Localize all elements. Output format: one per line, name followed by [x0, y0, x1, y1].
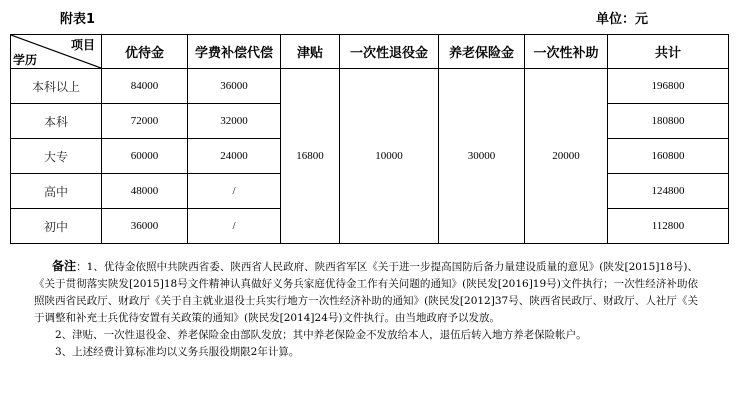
cell-youdai: 60000 — [102, 139, 188, 174]
cell-buzhu-shared: 20000 — [525, 69, 608, 244]
col-header-youdai: 优待金 — [102, 35, 188, 69]
cell-total: 124800 — [608, 174, 729, 209]
row-label: 大专 — [11, 139, 102, 174]
note-paragraph-2: 2、津贴、一次性退役金、养老保险金由部队发放；其中养老保险金不发放给本人，退伍后转入地方养老保险帐户。 — [55, 329, 587, 341]
note-paragraph-1 — [34, 258, 698, 327]
col-header-jintie: 津贴 — [281, 35, 340, 69]
cell-jintie-shared: 16800 — [281, 69, 340, 244]
col-header-total: 共计 — [608, 35, 729, 69]
col-header-tuiyi: 一次性退役金 — [340, 35, 439, 69]
cell-youdai: 48000 — [102, 174, 188, 209]
cell-xuefei: 24000 — [188, 139, 281, 174]
note-paragraph-3: 3、上述经费计算标准均以义务兵服役期限2年计算。 — [55, 346, 300, 358]
col-header-buzhu: 一次性补助 — [525, 35, 608, 69]
table-row — [11, 69, 729, 104]
corner-education-label: 学历 — [13, 53, 38, 67]
col-header-yanglao: 养老保险金 — [439, 35, 525, 69]
row-label: 高中 — [11, 174, 102, 209]
row-label: 本科 — [11, 104, 102, 139]
cell-xuefei: 36000 — [188, 69, 281, 104]
cell-xuefei: / — [188, 209, 281, 244]
unit-label: 单位：元 — [596, 12, 649, 27]
table-caption: 附表1 — [60, 12, 96, 27]
cell-youdai: 84000 — [102, 69, 188, 104]
cell-total: 160800 — [608, 139, 729, 174]
note-1-text: ：1、优待金依照中共陕西省委、陕西省人民政府、陕西省军区《关于进一步提高国防后备力量建设质量的意见》(陕发[2015]18号)、《关于贯彻落实陕发[2015]18号文件精神认真做好义务兵家庭优待金工作有关问题的通知》(陕民发[2016]19号)文件执行；一次性经济补助依照陕西省民政厅、财政厅《关于自主就业退役士兵实行地方一次性经济补助的通知》(陕民发[2012]37号、陕西省民政厅、财政厅、人社厅《关于调整和补充士兵优待安置有关政策的通知》(陕民发[2014]24号)文件执行。由当地政府予以发放。 — [34, 261, 698, 324]
notes-section — [34, 258, 698, 361]
row-label: 初中 — [11, 209, 102, 244]
corner-header — [11, 35, 102, 69]
row-label: 本科以上 — [11, 69, 102, 104]
cell-youdai: 72000 — [102, 104, 188, 139]
cell-total: 196800 — [608, 69, 729, 104]
corner-item-label: 项目 — [70, 38, 95, 52]
cell-total: 180800 — [608, 104, 729, 139]
cell-tuiyi-shared: 10000 — [340, 69, 439, 244]
header-row — [11, 35, 729, 69]
cell-xuefei: 32000 — [188, 104, 281, 139]
cell-xuefei: / — [188, 174, 281, 209]
cell-total: 112800 — [608, 209, 729, 244]
benefits-table — [10, 34, 729, 244]
notes-label: 备注 — [52, 259, 77, 273]
col-header-xuefei: 学费补偿代偿 — [188, 35, 281, 69]
cell-youdai: 36000 — [102, 209, 188, 244]
cell-yanglao-shared: 30000 — [439, 69, 525, 244]
